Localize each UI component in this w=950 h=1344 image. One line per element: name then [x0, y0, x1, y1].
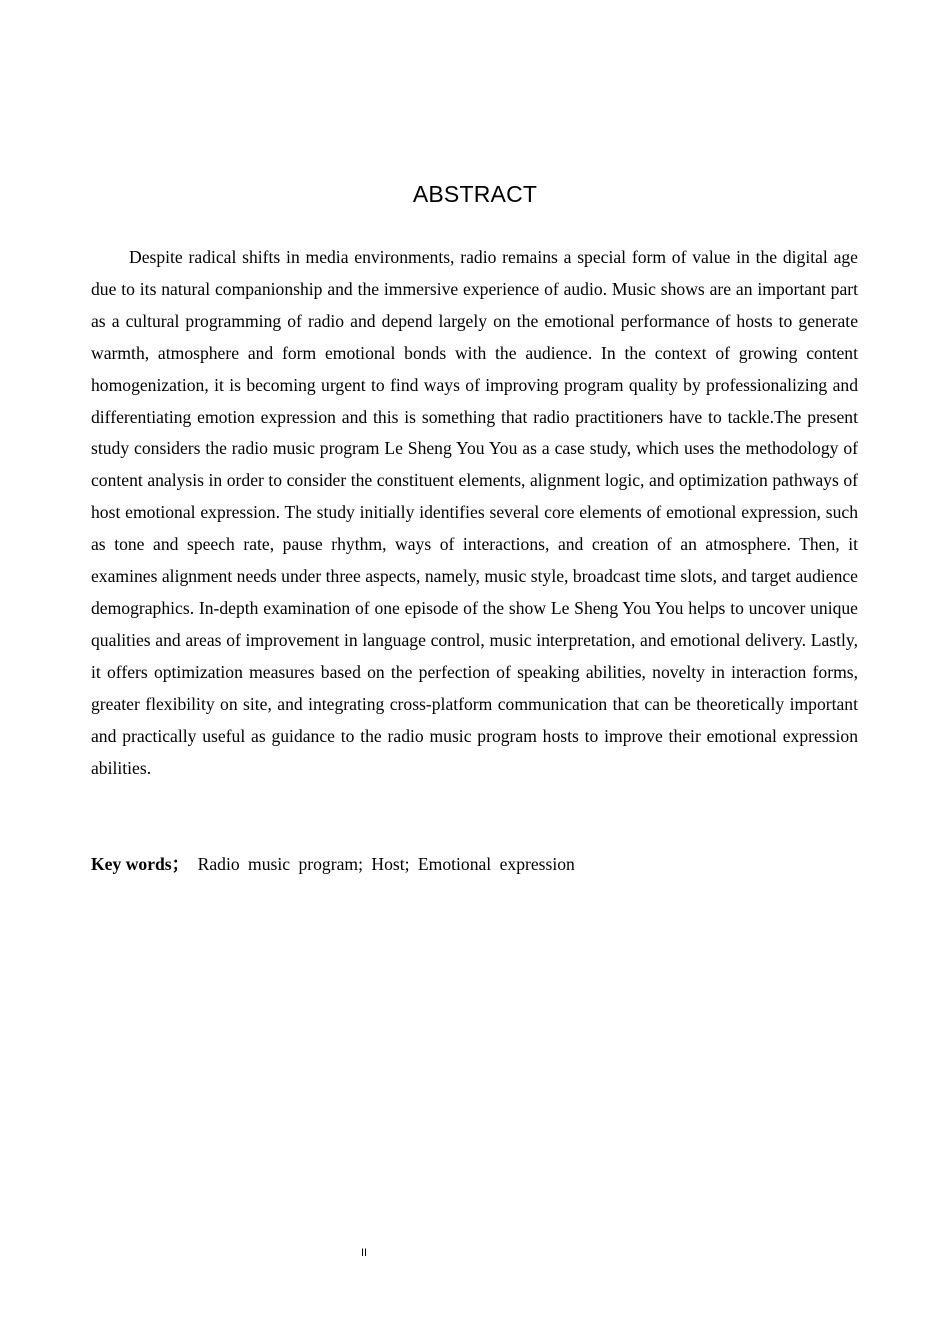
- abstract-title: ABSTRACT: [412, 181, 538, 207]
- keywords-label: Key words；: [91, 854, 190, 874]
- page-number: II: [360, 1247, 368, 1259]
- abstract-paragraph: Despite radical shifts in media environments, radio remains a special form of value in the digital age due to its natural companionship and the immersive experience of audio. Music shows are an important part as a cultural programming of radio and depend largely on the emotional performance of hosts to generate warmth, atmosphere and form emotional bonds with the audience. In the context of growing content homogenization, it is becoming urgent to find ways of improving program quality by professionalizing and differentiating emotion expression and this is something that radio practitioners have to tackle.The present study considers the radio music program Le Sheng You You as a case study, which uses the methodology of content analysis in order to consider the constituent elements, alignment logic, and optimization pathways of host emotional expression. The study initially identifies several core elements of emotional expression, such as tone and speech rate, pause rhythm, ways of interactions, and creation of an atmosphere. Then, it examines alignment needs under three aspects, namely, music style, broadcast time slots, and target audience demographics. In-depth examination of one episode of the show Le Sheng You You helps to uncover unique qualities and areas of improvement in language control, music interpretation, and emotional delivery. Lastly, it offers optimization measures based on the perfection of speaking abilities, novelty in interaction forms, greater flexibility on site, and integrating cross-platform communication that can be theoretically important and practically useful as guidance to the radio music program hosts to improve their emotional expression abilities.: [91, 247, 858, 778]
- keywords-line: [91, 849, 858, 880]
- keywords-values: Radio music program; Host; Emotional expression: [189, 854, 575, 874]
